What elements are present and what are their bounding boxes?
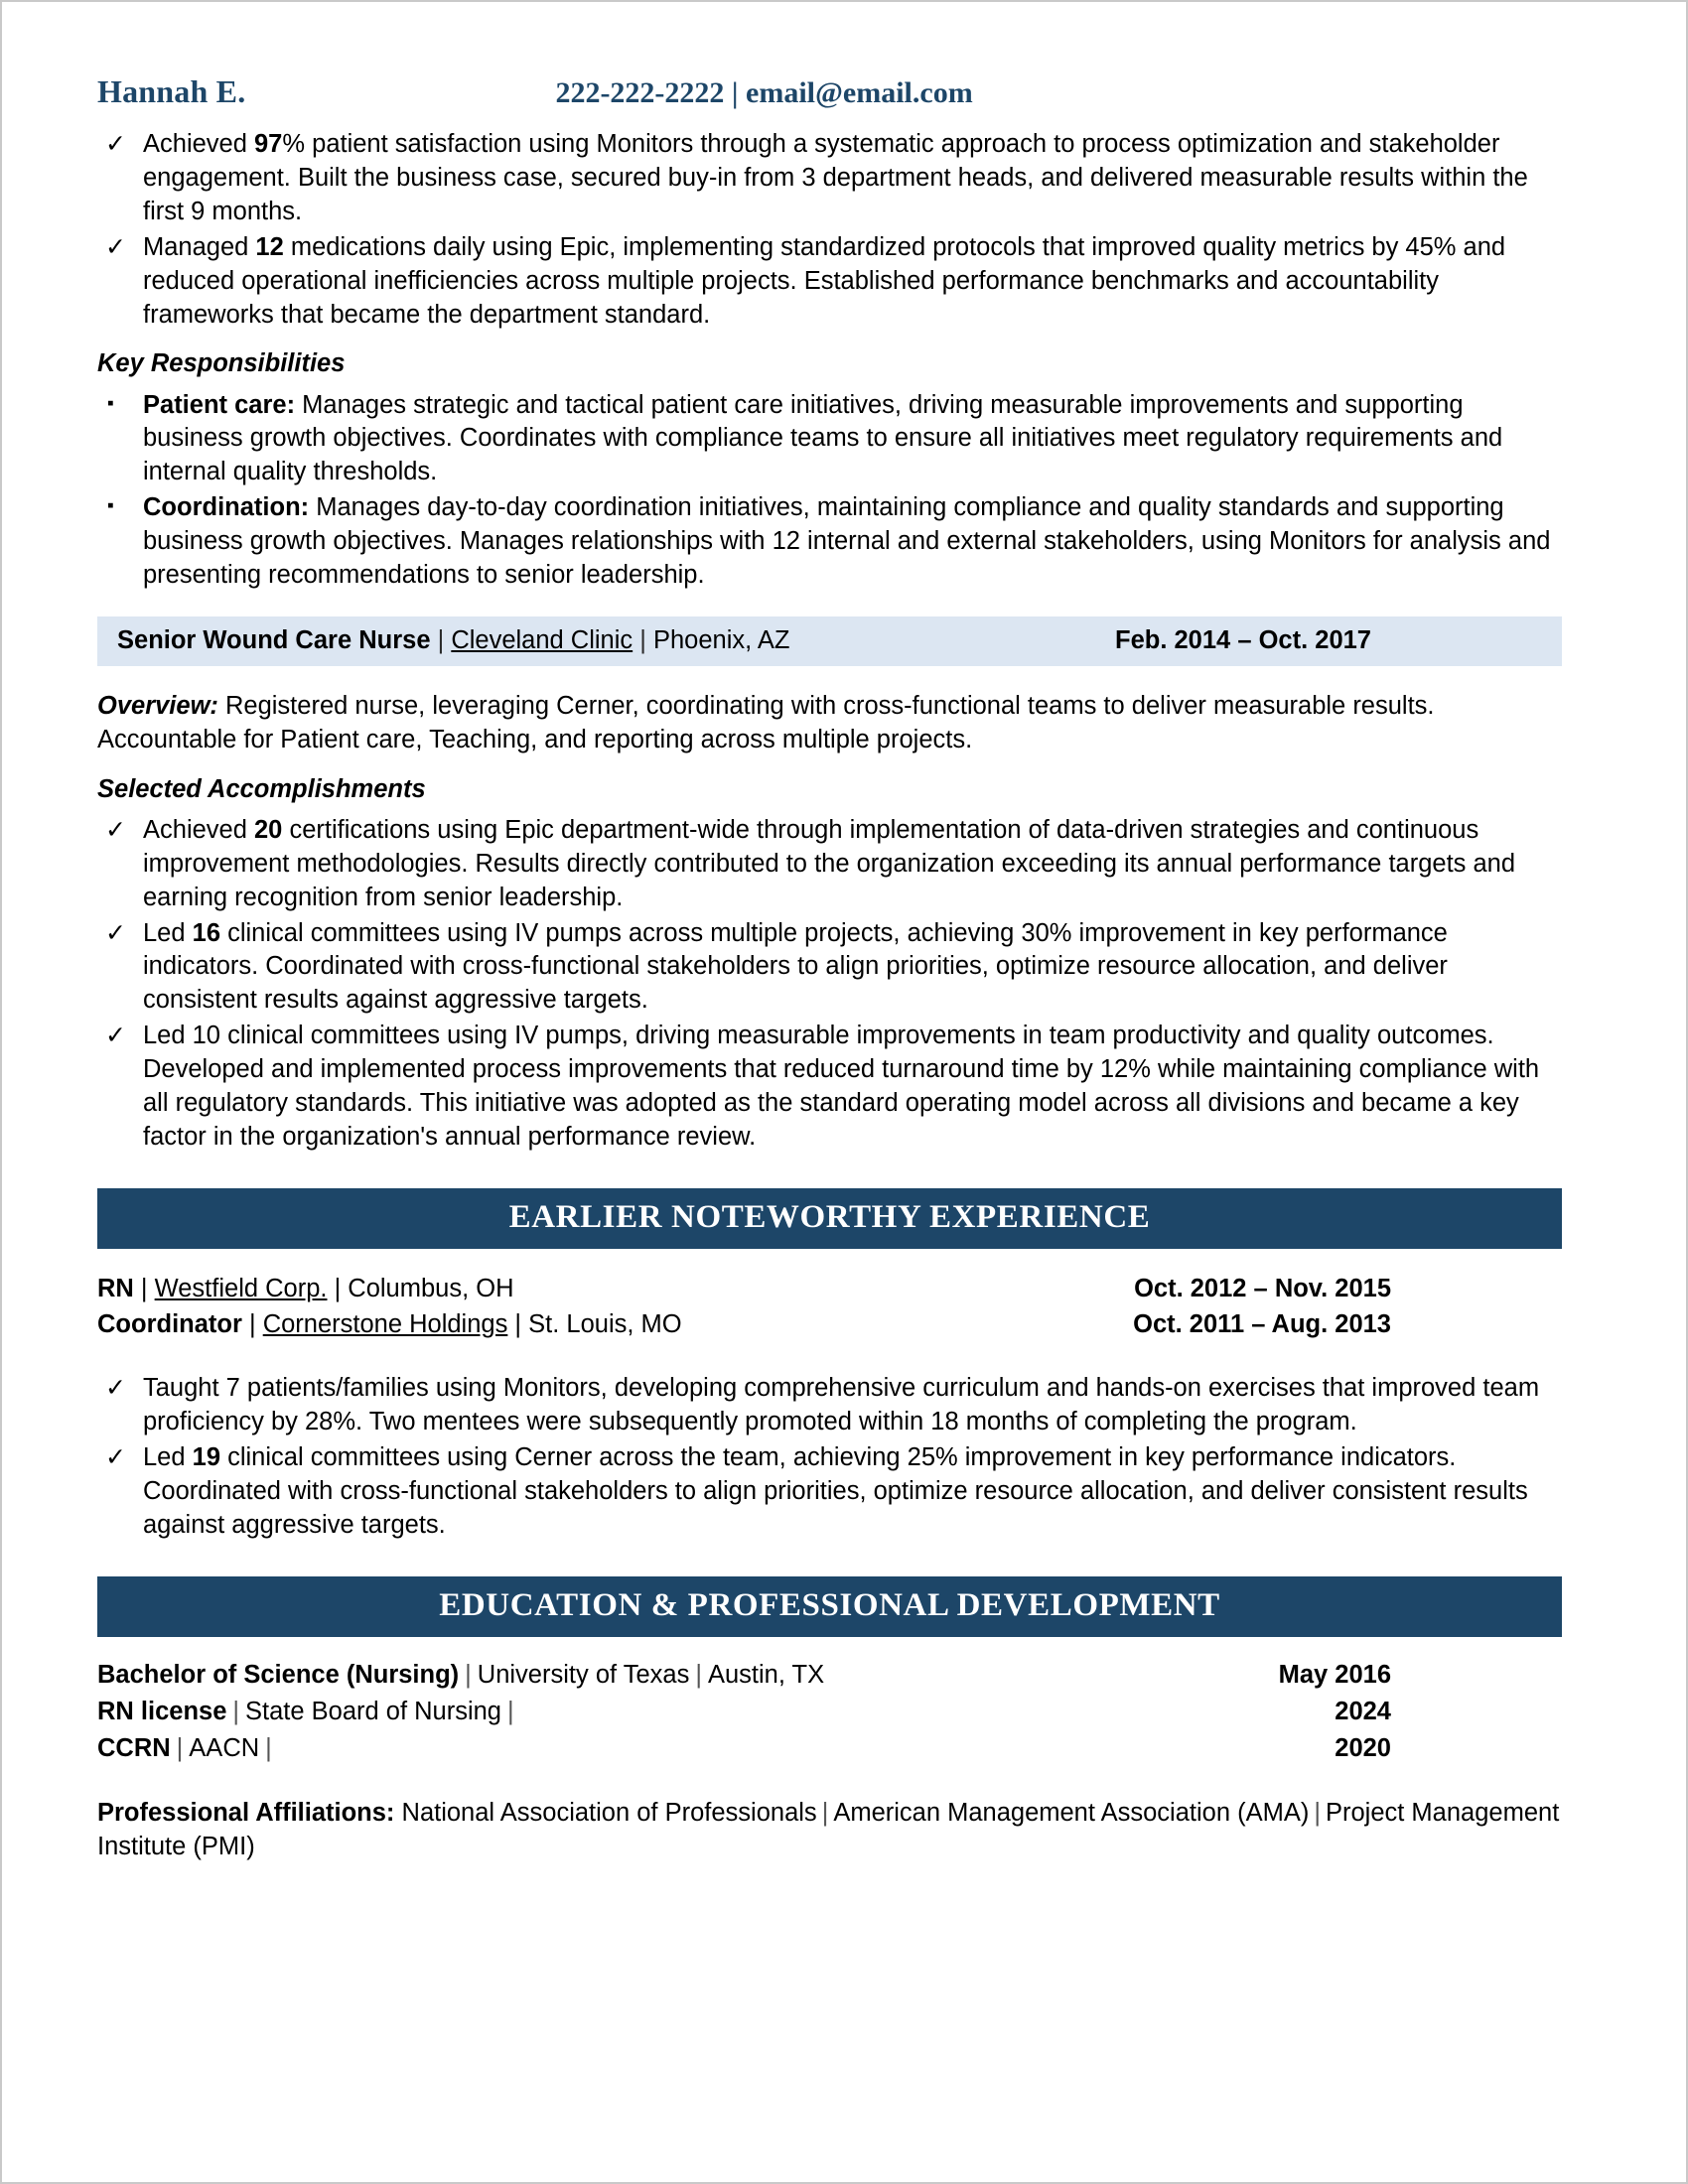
education-date: May 2016 xyxy=(1278,1660,1391,1689)
text-pre: Taught 7 patients/families using Monitors, developing comprehensive curriculum and hands-on exercises that improved team proficiency by 28%. Two mentees were subsequently promoted within 18 months of completing the program. xyxy=(143,1374,1540,1436)
check-icon: ✓ xyxy=(105,1022,126,1050)
separator: | xyxy=(176,1733,184,1762)
list-item-text xyxy=(143,130,1528,225)
list-item-text xyxy=(143,816,1515,911)
separator: | xyxy=(465,1660,472,1689)
separator: | xyxy=(507,1310,529,1339)
job-dates: Feb. 2014 – Oct. 2017 xyxy=(1115,626,1371,655)
text-bold: 19 xyxy=(192,1443,221,1472)
job-overview xyxy=(97,690,1562,757)
list-item xyxy=(97,814,1562,915)
text-bold: 20 xyxy=(254,815,283,844)
education-institution: State Board of Nursing xyxy=(245,1697,501,1725)
separator: | xyxy=(327,1274,349,1302)
list-item xyxy=(97,917,1562,1019)
responsibility-label: Coordination: xyxy=(143,493,310,522)
list-item-text xyxy=(143,1443,1528,1539)
text-post: clinical committees using IV pumps across multiple projects, achieving 30% improvement in key performance indicators. Coordinated with cross-functional stakeholders to align priorities, optimize resource allocation, and deliver consistent results against aggressive targets. xyxy=(143,918,1448,1015)
education-entry xyxy=(97,1694,520,1730)
earlier-experience-rows xyxy=(97,1271,1562,1342)
table-row xyxy=(97,1306,1562,1342)
affiliation-item: National Association of Professionals xyxy=(401,1798,817,1827)
separator: | xyxy=(232,1697,240,1725)
education-degree: CCRN xyxy=(97,1733,171,1762)
separator: | xyxy=(241,1310,263,1339)
section-banner-earlier-experience: EARLIER NOTEWORTHY EXPERIENCE xyxy=(97,1188,1562,1249)
key-responsibilities-list xyxy=(97,389,1562,593)
text-post: certifications using Epic department-wide through implementation of data-driven strategies and continuous improvement methodologies. Results directly contributed to the organization exceeding its annual performance targets and earning recognition from senior leadership. xyxy=(143,815,1516,911)
page-header xyxy=(97,73,1562,110)
list-item-text xyxy=(143,493,1550,589)
table-row xyxy=(97,1657,1562,1694)
top-accomplishments-list xyxy=(97,128,1562,332)
list-item-text xyxy=(143,1022,1539,1151)
candidate-name: Hannah E. xyxy=(97,73,246,109)
table-row xyxy=(97,1271,1562,1306)
text-pre: Led xyxy=(143,1443,193,1472)
table-row xyxy=(97,1694,1562,1730)
professional-affiliations xyxy=(97,1797,1562,1864)
experience-company: Cornerstone Holdings xyxy=(262,1310,508,1339)
experience-role: Coordinator xyxy=(97,1310,242,1339)
list-item xyxy=(97,1441,1562,1543)
separator: | xyxy=(695,1660,702,1689)
text-bold: 16 xyxy=(192,918,221,947)
text-post: medications daily using Epic, implementing standardized protocols that improved quality metrics by 45% and reduced operational inefficiencies across multiple projects. Established performance benchmarks and accountability frameworks that became the department standard. xyxy=(143,232,1506,329)
separator: | xyxy=(1314,1798,1321,1827)
list-item xyxy=(97,128,1562,229)
check-icon: ✓ xyxy=(105,130,126,158)
separator: | xyxy=(133,1274,155,1302)
education-rows xyxy=(97,1657,1562,1767)
table-row xyxy=(97,1730,1562,1767)
experience-company: Westfield Corp. xyxy=(154,1274,328,1302)
affiliations-label: Professional Affiliations: xyxy=(97,1798,395,1827)
list-item xyxy=(97,389,1562,490)
experience-location: St. Louis, MO xyxy=(528,1310,682,1339)
list-item-text xyxy=(143,233,1505,329)
selected-accomplishments-list xyxy=(97,814,1562,1155)
check-icon: ✓ xyxy=(105,232,126,261)
check-icon: ✓ xyxy=(105,918,126,947)
list-item xyxy=(97,1372,1562,1439)
text-post: % patient satisfaction using Monitors through a systematic approach to process optimization and stakeholder engagement. Built the business case, secured buy-in from 3 department heads, and delivered measurable results within the first 9 months. xyxy=(143,130,1528,225)
experience-location: Columbus, OH xyxy=(348,1274,514,1302)
experience-title-line xyxy=(97,1306,682,1342)
education-entry xyxy=(97,1730,278,1767)
experience-dates: Oct. 2012 – Nov. 2015 xyxy=(1134,1274,1391,1302)
text-post: clinical committees using Cerner across the team, achieving 25% improvement in key performance indicators. Coordinated with cross-functional stakeholders to align priorities, optimize resource allocation, and deliver consistent results against aggressive targets. xyxy=(143,1443,1528,1539)
job-title-bar xyxy=(97,616,1562,666)
text-pre: Achieved xyxy=(143,130,254,158)
square-bullet-icon: ▪ xyxy=(107,392,114,414)
affiliation-item: Project Management Institute (PMI) xyxy=(97,1798,1560,1860)
check-icon: ✓ xyxy=(105,815,126,844)
text-pre: Achieved xyxy=(143,815,254,844)
list-item-text xyxy=(143,391,1502,486)
education-date: 2020 xyxy=(1335,1733,1391,1762)
responsibility-label: Patient care: xyxy=(143,390,296,419)
separator: | xyxy=(821,1798,829,1827)
text-pre: Led 10 clinical committees using IV pumps, driving measurable improvements in team productivity and quality outcomes. Developed and implemented process improvements that reduced turnaround time by 12% while maintaining compliance with all regulatory standards. This initiative was adopted as the standard operating model across all divisions and became a key factor in the organization's annual performance review. xyxy=(143,1022,1540,1151)
list-item-text xyxy=(143,1374,1539,1435)
list-item xyxy=(97,1020,1562,1155)
check-icon: ✓ xyxy=(105,1374,126,1403)
text-pre: Managed xyxy=(143,232,256,261)
check-icon: ✓ xyxy=(105,1443,126,1472)
list-item xyxy=(97,231,1562,333)
education-degree: RN license xyxy=(97,1697,227,1725)
education-institution: AACN xyxy=(189,1733,260,1762)
contact-info: 222-222-2222 | email@email.com xyxy=(555,76,973,109)
separator: | xyxy=(265,1733,272,1762)
page-content xyxy=(97,73,1562,1864)
education-location: Austin, TX xyxy=(707,1660,825,1689)
list-item xyxy=(97,491,1562,593)
responsibility-text: Manages strategic and tactical patient care initiatives, driving measurable improvements and supporting business growth objectives. Coordinates with compliance teams to ensure all initiatives meet regulatory requirements and internal quality thresholds. xyxy=(143,390,1503,486)
responsibility-text: Manages day-to-day coordination initiatives, maintaining compliance and quality standards and supporting business growth objectives. Manages relationships with 12 internal and external stakeholders, using Monitors for analysis and presenting recommendations to senior leadership. xyxy=(143,493,1551,590)
section-banner-education: EDUCATION & PROFESSIONAL DEVELOPMENT xyxy=(97,1576,1562,1637)
separator: | xyxy=(507,1697,514,1725)
text-bold: 12 xyxy=(255,232,284,261)
experience-dates: Oct. 2011 – Aug. 2013 xyxy=(1133,1310,1391,1339)
experience-role: RN xyxy=(97,1274,134,1302)
earlier-experience-bullets xyxy=(97,1372,1562,1543)
education-entry xyxy=(97,1657,824,1694)
affiliation-item: American Management Association (AMA) xyxy=(833,1798,1310,1827)
job-location: Phoenix, AZ xyxy=(652,626,790,655)
overview-text: Registered nurse, leveraging Cerner, coordinating with cross-functional teams to deliver measurable results. Accountable for Patient care, Teaching, and reporting across multiple projects. xyxy=(97,691,1435,753)
separator: | xyxy=(633,626,653,655)
selected-accomplishments-heading: Selected Accomplishments xyxy=(97,774,426,803)
education-institution: University of Texas xyxy=(477,1660,690,1689)
job-title-line xyxy=(117,625,1115,657)
education-degree: Bachelor of Science (Nursing) xyxy=(97,1660,460,1689)
square-bullet-icon: ▪ xyxy=(107,495,114,517)
text-pre: Led xyxy=(143,918,193,947)
education-date: 2024 xyxy=(1335,1697,1391,1725)
separator: | xyxy=(430,626,452,655)
key-responsibilities-heading: Key Responsibilities xyxy=(97,349,346,378)
job-role: Senior Wound Care Nurse xyxy=(117,626,431,655)
text-bold: 97 xyxy=(254,130,283,158)
list-item-text xyxy=(143,919,1448,1015)
job-company: Cleveland Clinic xyxy=(451,626,633,655)
overview-label: Overview: xyxy=(97,691,218,720)
experience-title-line xyxy=(97,1271,514,1306)
